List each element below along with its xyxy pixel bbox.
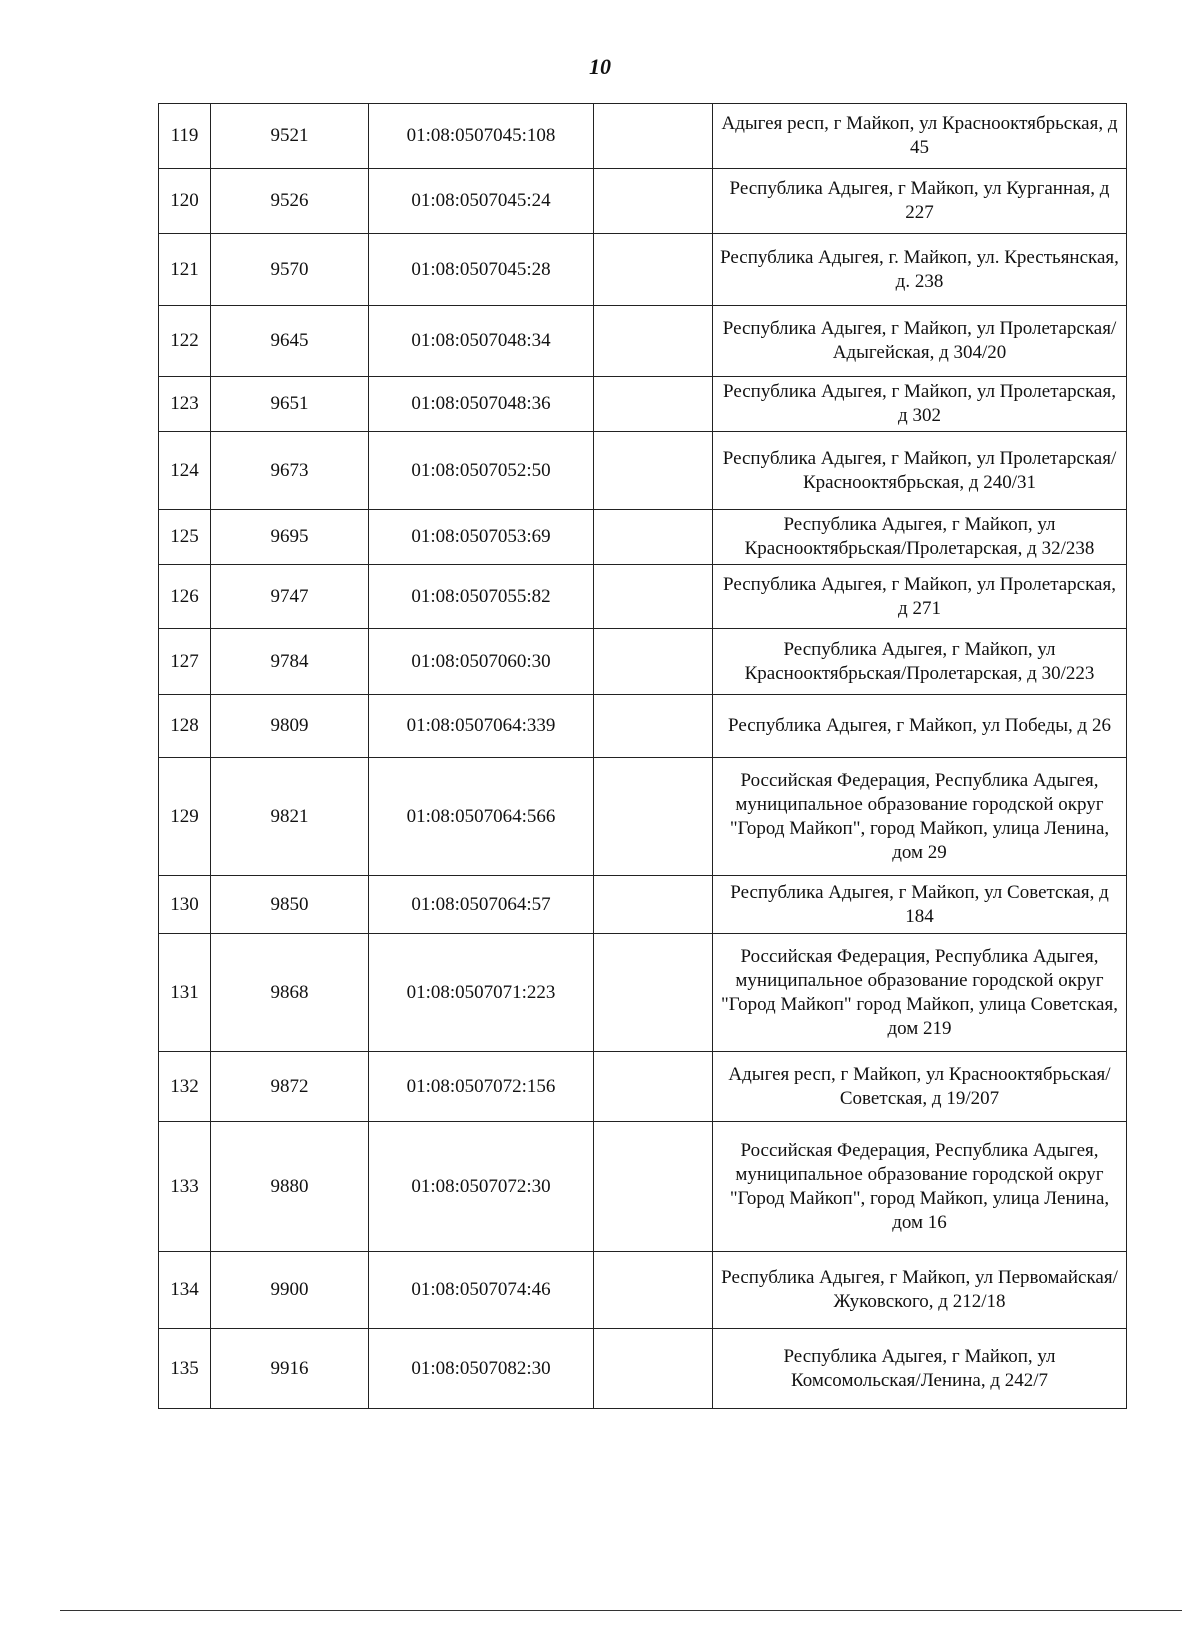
object-code-cell: 9880: [211, 1122, 369, 1252]
address-cell: Республика Адыгея, г Майкоп, ул Первомайская/Жуковского, д 212/18: [713, 1252, 1127, 1329]
row-number-cell: 132: [159, 1052, 211, 1122]
address-cell: Республика Адыгея, г Майкоп, ул Советская, д 184: [713, 876, 1127, 934]
table-row: [159, 104, 1127, 169]
property-table-container: [158, 103, 1126, 1409]
address-cell: Республика Адыгея, г. Майкоп, ул. Крестьянская, д. 238: [713, 234, 1127, 306]
blank-cell: [594, 306, 713, 377]
blank-cell: [594, 510, 713, 565]
property-table: [158, 103, 1127, 1409]
address-cell: Республика Адыгея, г Майкоп, ул Пролетарская/Адыгейская, д 304/20: [713, 306, 1127, 377]
cadastral-number-cell: 01:08:0507060:30: [369, 629, 594, 695]
object-code-cell: 9570: [211, 234, 369, 306]
address-cell: Адыгея респ, г Майкоп, ул Краснооктябрьская, д 45: [713, 104, 1127, 169]
address-cell: Российская Федерация, Республика Адыгея, муниципальное образование городской округ "Город Майкоп", город Майкоп, улица Ленина, дом 29: [713, 758, 1127, 876]
row-number-cell: 133: [159, 1122, 211, 1252]
object-code-cell: 9526: [211, 169, 369, 234]
table-row: [159, 306, 1127, 377]
address-cell: Республика Адыгея, г Майкоп, ул Пролетарская/Краснооктябрьская, д 240/31: [713, 432, 1127, 510]
row-number-cell: 126: [159, 565, 211, 629]
blank-cell: [594, 1252, 713, 1329]
blank-cell: [594, 432, 713, 510]
blank-cell: [594, 629, 713, 695]
property-table-body: [159, 104, 1127, 1409]
table-row: [159, 510, 1127, 565]
object-code-cell: 9695: [211, 510, 369, 565]
address-cell: Республика Адыгея, г Майкоп, ул Комсомольская/Ленина, д 242/7: [713, 1329, 1127, 1409]
blank-cell: [594, 934, 713, 1052]
blank-cell: [594, 1329, 713, 1409]
address-cell: Российская Федерация, Республика Адыгея, муниципальное образование городской округ "Город Майкоп", город Майкоп, улица Ленина, дом 16: [713, 1122, 1127, 1252]
row-number-cell: 121: [159, 234, 211, 306]
object-code-cell: 9916: [211, 1329, 369, 1409]
table-row: [159, 876, 1127, 934]
row-number-cell: 123: [159, 377, 211, 432]
table-row: [159, 1252, 1127, 1329]
table-row: [159, 432, 1127, 510]
object-code-cell: 9900: [211, 1252, 369, 1329]
cadastral-number-cell: 01:08:0507064:566: [369, 758, 594, 876]
cadastral-number-cell: 01:08:0507045:24: [369, 169, 594, 234]
object-code-cell: 9784: [211, 629, 369, 695]
blank-cell: [594, 1122, 713, 1252]
object-code-cell: 9850: [211, 876, 369, 934]
address-cell: Республика Адыгея, г Майкоп, ул Пролетарская, д 302: [713, 377, 1127, 432]
object-code-cell: 9521: [211, 104, 369, 169]
row-number-cell: 130: [159, 876, 211, 934]
object-code-cell: 9651: [211, 377, 369, 432]
cadastral-number-cell: 01:08:0507064:339: [369, 695, 594, 758]
address-cell: Республика Адыгея, г Майкоп, ул Краснооктябрьская/Пролетарская, д 32/238: [713, 510, 1127, 565]
address-cell: Республика Адыгея, г Майкоп, ул Пролетарская, д 271: [713, 565, 1127, 629]
cadastral-number-cell: 01:08:0507064:57: [369, 876, 594, 934]
cadastral-number-cell: 01:08:0507074:46: [369, 1252, 594, 1329]
cadastral-number-cell: 01:08:0507082:30: [369, 1329, 594, 1409]
blank-cell: [594, 565, 713, 629]
address-cell: Российская Федерация, Республика Адыгея, муниципальное образование городской округ "Город Майкоп" город Майкоп, улица Советская, дом 219: [713, 934, 1127, 1052]
page-number: 10: [589, 54, 611, 79]
object-code-cell: 9645: [211, 306, 369, 377]
row-number-cell: 134: [159, 1252, 211, 1329]
table-row: [159, 234, 1127, 306]
address-cell: Республика Адыгея, г Майкоп, ул Курганная, д 227: [713, 169, 1127, 234]
cadastral-number-cell: 01:08:0507052:50: [369, 432, 594, 510]
row-number-cell: 129: [159, 758, 211, 876]
blank-cell: [594, 104, 713, 169]
table-row: [159, 565, 1127, 629]
table-row: [159, 629, 1127, 695]
table-row: [159, 695, 1127, 758]
object-code-cell: 9747: [211, 565, 369, 629]
object-code-cell: 9868: [211, 934, 369, 1052]
row-number-cell: 119: [159, 104, 211, 169]
object-code-cell: 9809: [211, 695, 369, 758]
cadastral-number-cell: 01:08:0507053:69: [369, 510, 594, 565]
blank-cell: [594, 169, 713, 234]
row-number-cell: 128: [159, 695, 211, 758]
table-row: [159, 758, 1127, 876]
row-number-cell: 135: [159, 1329, 211, 1409]
cadastral-number-cell: 01:08:0507045:108: [369, 104, 594, 169]
blank-cell: [594, 377, 713, 432]
cadastral-number-cell: 01:08:0507071:223: [369, 934, 594, 1052]
object-code-cell: 9872: [211, 1052, 369, 1122]
cadastral-number-cell: 01:08:0507045:28: [369, 234, 594, 306]
object-code-cell: 9673: [211, 432, 369, 510]
cadastral-number-cell: 01:08:0507048:34: [369, 306, 594, 377]
row-number-cell: 124: [159, 432, 211, 510]
table-row: [159, 934, 1127, 1052]
table-row: [159, 1052, 1127, 1122]
cadastral-number-cell: 01:08:0507072:156: [369, 1052, 594, 1122]
cadastral-number-cell: 01:08:0507048:36: [369, 377, 594, 432]
table-row: [159, 169, 1127, 234]
object-code-cell: 9821: [211, 758, 369, 876]
table-row: [159, 377, 1127, 432]
blank-cell: [594, 876, 713, 934]
row-number-cell: 122: [159, 306, 211, 377]
table-row: [159, 1122, 1127, 1252]
cadastral-number-cell: 01:08:0507072:30: [369, 1122, 594, 1252]
address-cell: Адыгея респ, г Майкоп, ул Краснооктябрьская/Советская, д 19/207: [713, 1052, 1127, 1122]
bottom-divider: [60, 1610, 1182, 1611]
row-number-cell: 127: [159, 629, 211, 695]
cadastral-number-cell: 01:08:0507055:82: [369, 565, 594, 629]
row-number-cell: 131: [159, 934, 211, 1052]
table-row: [159, 1329, 1127, 1409]
row-number-cell: 120: [159, 169, 211, 234]
blank-cell: [594, 758, 713, 876]
address-cell: Республика Адыгея, г Майкоп, ул Краснооктябрьская/Пролетарская, д 30/223: [713, 629, 1127, 695]
blank-cell: [594, 234, 713, 306]
row-number-cell: 125: [159, 510, 211, 565]
blank-cell: [594, 695, 713, 758]
blank-cell: [594, 1052, 713, 1122]
address-cell: Республика Адыгея, г Майкоп, ул Победы, д 26: [713, 695, 1127, 758]
